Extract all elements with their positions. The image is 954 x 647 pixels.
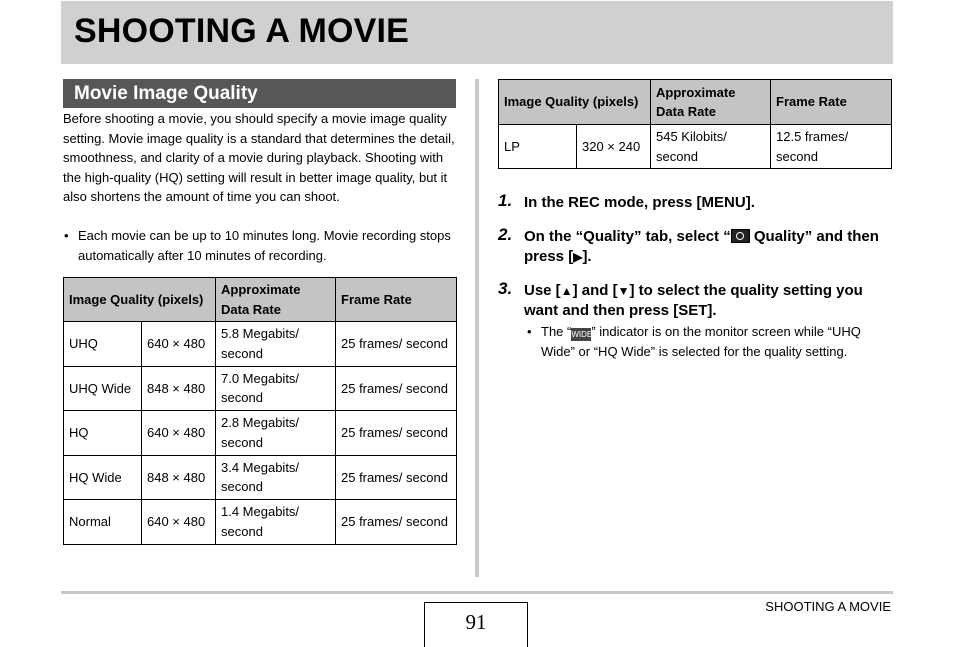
- quality-table: [63, 277, 457, 545]
- column-header: Image Quality (pixels): [499, 80, 651, 125]
- table-cell: 320 × 240: [577, 125, 651, 169]
- column-header: Frame Rate: [336, 278, 457, 322]
- column-header: Frame Rate: [771, 80, 892, 125]
- table-row: [64, 366, 457, 411]
- table-cell: 25 frames/ second: [336, 455, 457, 500]
- right-arrow-icon: ▶: [573, 250, 583, 264]
- table-cell: HQ Wide: [64, 455, 142, 500]
- up-arrow-icon: ▲: [560, 284, 573, 298]
- step-number: 3.: [498, 279, 513, 298]
- table-cell: 640 × 480: [142, 322, 216, 367]
- table-cell: LP: [499, 125, 577, 169]
- table-cell: 25 frames/ second: [336, 500, 457, 545]
- page-number: 91: [424, 602, 528, 647]
- table-row: [499, 125, 892, 169]
- column-header: Approximate Data Rate: [216, 278, 336, 322]
- section-heading: Movie Image Quality: [63, 79, 456, 108]
- intro-paragraph: Before shooting a movie, you should specify a movie image quality setting. Movie image quality is a standard that determines the detail, smoothness, and clarity of a movie during playback. Shooting with the high-quality (HQ) setting will result in better image quality, but it also shortens the amount of time you can shoot.: [63, 111, 455, 205]
- step-text: In the REC mode, press [MENU].: [524, 194, 755, 211]
- table-cell: 25 frames/ second: [336, 322, 457, 367]
- table-cell: 545 Kilobits/ second: [651, 125, 771, 169]
- table-cell: 25 frames/ second: [336, 366, 457, 411]
- step-number: 1.: [498, 191, 513, 210]
- table-cell: 2.8 Megabits/ second: [216, 411, 336, 456]
- lp-quality-table: [498, 79, 892, 169]
- table-cell: Normal: [64, 500, 142, 545]
- page-title: SHOOTING A MOVIE: [74, 12, 410, 50]
- table-cell: 640 × 480: [142, 411, 216, 456]
- step-2: 2. On the “Quality” tab, select “ Quality” and then press [▶].: [498, 225, 879, 265]
- table-cell: UHQ: [64, 322, 142, 367]
- note-list: [63, 226, 458, 265]
- table-cell: 25 frames/ second: [336, 411, 457, 456]
- table-cell: 5.8 Megabits/ second: [216, 322, 336, 367]
- table-row: [64, 455, 457, 500]
- column-divider: [475, 79, 479, 577]
- table-cell: 1.4 Megabits/ second: [216, 500, 336, 545]
- table-cell: 7.0 Megabits/ second: [216, 366, 336, 411]
- wide-indicator-icon: WIDE: [571, 330, 593, 339]
- step-3: 3. Use [▲] and [▼] to select the quality setting you want and then press [SET]. • The “WIDE” indicator is on the monitor screen while “UHQ Wide” or “HQ Wide” is selected for the quality setting.: [498, 281, 898, 362]
- step-1: [498, 193, 898, 213]
- table-header-row: [64, 278, 457, 322]
- footer-divider: [61, 591, 893, 594]
- column-header: Image Quality (pixels): [64, 278, 216, 322]
- table-cell: HQ: [64, 411, 142, 456]
- down-arrow-icon: ▼: [617, 284, 630, 298]
- table-row: [64, 500, 457, 545]
- table-cell: 3.4 Megabits/ second: [216, 455, 336, 500]
- table-cell: UHQ Wide: [64, 366, 142, 411]
- table-cell: 848 × 480: [142, 366, 216, 411]
- step-note: • The “WIDE” indicator is on the monitor screen while “UHQ Wide” or “HQ Wide” is selected for the quality setting.: [525, 322, 898, 362]
- table-row: [64, 322, 457, 367]
- table-row: [64, 411, 457, 456]
- running-footer: SHOOTING A MOVIE: [765, 599, 891, 614]
- list-item: • Each movie can be up to 10 minutes long. Movie recording stops automatically after 10 minutes of recording.: [63, 226, 458, 265]
- table-cell: 848 × 480: [142, 455, 216, 500]
- header-bar: [61, 1, 893, 64]
- steps-list: [498, 193, 898, 376]
- step-number: 2.: [498, 225, 513, 244]
- table-cell: 640 × 480: [142, 500, 216, 545]
- column-header: Approximate Data Rate: [651, 80, 771, 125]
- quality-icon: [731, 229, 750, 243]
- table-header-row: [499, 80, 892, 125]
- table-cell: 12.5 frames/ second: [771, 125, 892, 169]
